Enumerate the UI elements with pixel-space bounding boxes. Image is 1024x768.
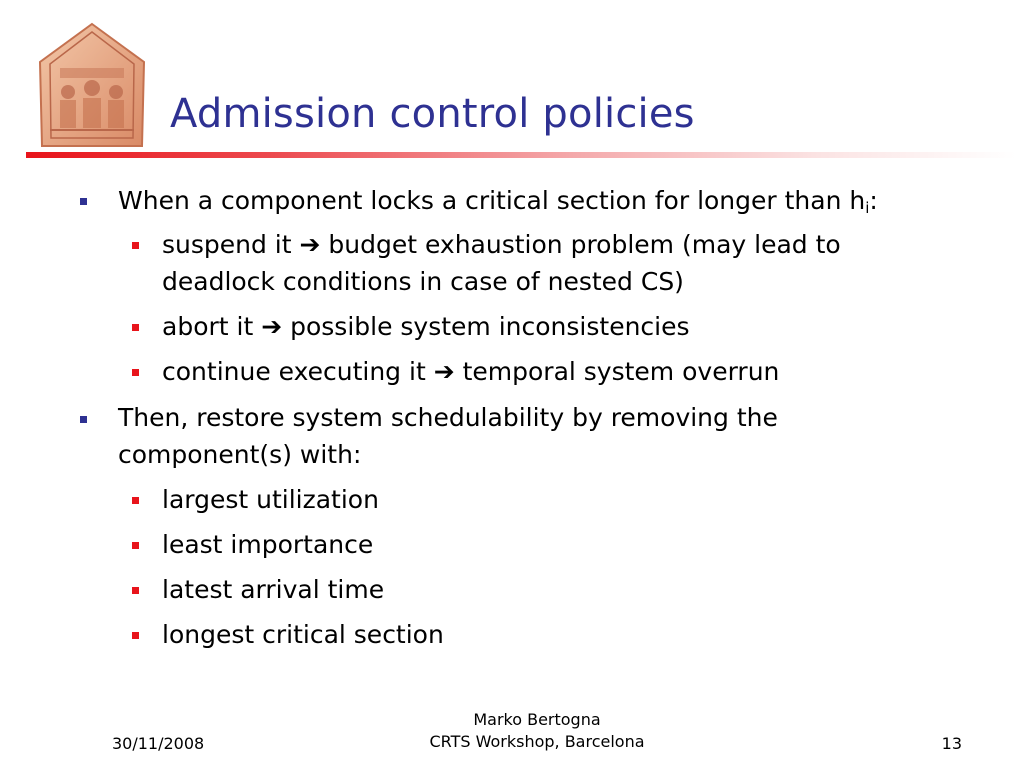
footer-center xyxy=(412,709,662,753)
bullet-2-line2: component(s) with: xyxy=(118,440,362,469)
sub-bullet-marker xyxy=(132,632,139,639)
sub-bullet-largest-utilization: largest utilization xyxy=(162,485,379,514)
subscript-i: i xyxy=(865,199,870,217)
sub-bullet-continue: continue executing it ➔ temporal system overrun xyxy=(162,357,780,386)
page-number: 13 xyxy=(941,734,962,753)
bullet-2 xyxy=(118,399,978,473)
footer-author: Marko Bertogna xyxy=(473,710,601,729)
bullet-marker xyxy=(80,416,87,423)
bullet-marker xyxy=(80,198,87,205)
sub-bullet-marker xyxy=(132,587,139,594)
bullet-1-text: When a component locks a critical section for longer than h xyxy=(118,186,866,215)
slide-title: Admission control policies xyxy=(170,91,695,137)
sub-bullet-marker xyxy=(132,369,139,376)
bullet-1-colon: : xyxy=(869,186,878,215)
sub-bullet-longest-cs: longest critical section xyxy=(162,620,444,649)
sub-bullet-suspend-line1: suspend it ➔ budget exhaustion problem (may lead to xyxy=(162,230,841,259)
sub-bullet-abort: abort it ➔ possible system inconsistencies xyxy=(162,312,690,341)
sub-bullet-marker xyxy=(132,542,139,549)
sub-bullet-marker xyxy=(132,242,139,249)
sub-bullet-suspend xyxy=(162,226,962,300)
sub-bullet-latest-arrival: latest arrival time xyxy=(162,575,385,604)
sub-bullet-suspend-line2: deadlock conditions in case of nested CS) xyxy=(162,267,684,296)
footer-event: CRTS Workshop, Barcelona xyxy=(429,732,645,751)
footer-date: 30/11/2008 xyxy=(112,734,205,753)
sub-bullet-marker xyxy=(132,324,139,331)
sub-bullet-marker xyxy=(132,497,139,504)
bullet-1 xyxy=(118,182,978,219)
bullet-2-line1: Then, restore system schedulability by removing the xyxy=(118,403,778,432)
sub-bullet-least-importance: least importance xyxy=(162,530,374,559)
